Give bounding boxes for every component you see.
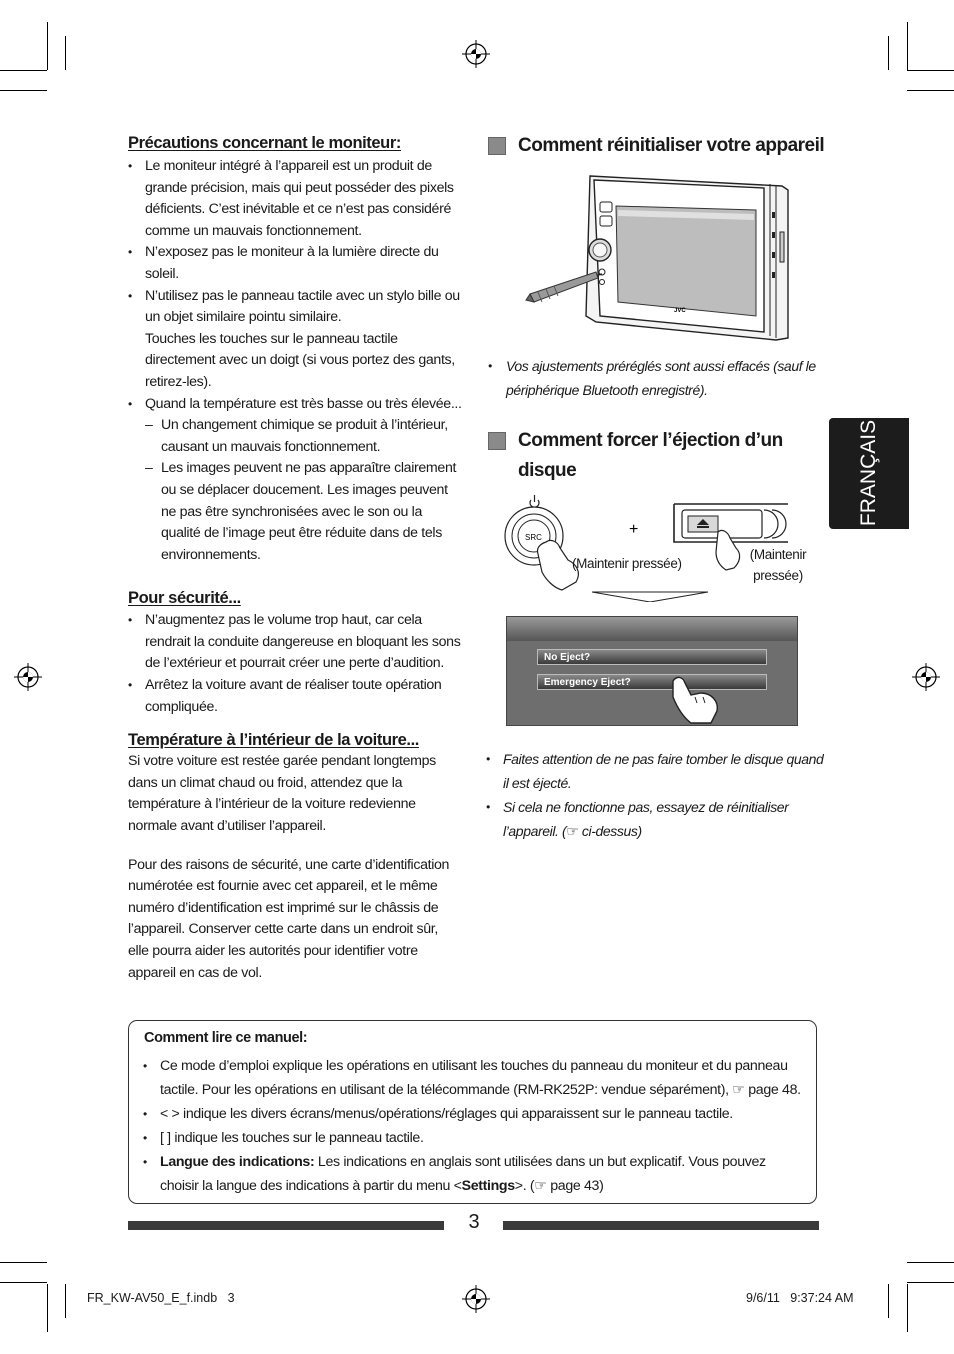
precautions-title: Précautions concernant le moniteur: (128, 134, 401, 152)
safety-list (128, 610, 462, 718)
page-bar-right (503, 1221, 819, 1230)
list-item: • Si cela ne fonctionne pas, essayez de réinitialiser l’appareil. (☞ ci-dessus) (486, 795, 824, 843)
temperature-paragraph: Si votre voiture est restée garée pendant longtemps dans un climat chaud ou froid, attendez que la température à l’intérieur de la voiture redevienne normale avant d’utiliser l’appareil. (128, 753, 436, 835)
eject-notes (486, 747, 824, 843)
list-item: • Quand la température est très basse ou très élevée... – Un changement chimique se produit à l’intérieur, causant un mauvais fonctionnement. – Les images peuvent ne pas apparaître clairement ou se déplacer doucement. Les images peuvent ne pas être synchronisées avec le son ou la qualité de l’image peut être réduite dans de tels environnements. (128, 394, 462, 567)
reset-title: Comment réinitialiser votre appareil (518, 135, 825, 156)
footer-date: 9/6/11 9:37:24 AM (746, 1291, 854, 1305)
power-icon (530, 495, 539, 507)
eject-screen (506, 616, 798, 726)
footer-file: FR_KW-AV50_E_f.indb 3 (87, 1291, 235, 1305)
head-unit-illustration (524, 172, 799, 344)
list-item: • Le moniteur intégré à l’appareil est un produit de grande précision, mais qui peut posséder des pixels déficients. C’est inévitable et ce n’est pas considéré comme un mauvais fonctionnement. (128, 156, 462, 242)
safety-title: Pour sécurité... (128, 589, 241, 608)
reset-notes (488, 354, 818, 402)
list-item: – Un changement chimique se produit à l’intérieur, causant un mauvais fonctionnement. (145, 415, 462, 458)
option-no-eject[interactable]: No Eject? (537, 649, 767, 665)
list-item: • Arrêtez la voiture avant de réaliser toute opération compliquée. (128, 675, 462, 718)
page-number: 3 (468, 1211, 480, 1233)
howto-title: Comment lire ce manuel: (144, 1030, 308, 1046)
finger-pointer-icon (667, 673, 723, 725)
screen-title-bar (507, 617, 797, 641)
left-column (128, 134, 462, 984)
howto-box (128, 1020, 817, 1204)
list-item: • [ ] indique les touches sur le panneau tactile. (143, 1126, 807, 1150)
section-marker-icon (488, 137, 506, 155)
registration-mark-icon (462, 40, 490, 68)
temperature-title: Température à l’intérieur de la voiture... (128, 731, 419, 750)
language-tab-label: FRANÇAIS (857, 419, 880, 527)
hold-label-left: (Maintenir pressée) (572, 556, 682, 571)
list-item: • Langue des indications: Les indications en anglais sont utilisées dans un but explicatif. Vous pouvez choisir la langue des indications à partir du menu <Settings>. (☞ page 43) (143, 1150, 807, 1198)
list-item: • Faites attention de ne pas faire tomber le disque quand il est éjecté. (486, 747, 824, 795)
hold-label-right: (Maintenir pressée) (749, 547, 807, 583)
eject-title: Comment forcer l’éjection d’un disque (518, 430, 783, 481)
plus-sign: + (629, 521, 639, 538)
list-item: • N’exposez pas le moniteur à la lumière directe du soleil. (128, 242, 462, 285)
registration-mark-icon (912, 663, 940, 691)
page-bar-left (128, 1221, 444, 1230)
src-label: SRC (525, 533, 542, 542)
sub-list (145, 415, 462, 566)
option-emergency-eject[interactable]: Emergency Eject? (537, 674, 767, 690)
list-item: • N’utilisez pas le panneau tactile avec un stylo bille ou un objet similaire pointu similaire. Touches les touches sur le panneau tactile directement avec un doigt (si vous portez des gants, retirez-les). (128, 286, 462, 394)
id-card-paragraph: Pour des raisons de sécurité, une carte d’identification numérotée est fournie avec cet appareil, et le même numéro d’identification est imprimé sur le châssis de l’appareil. Conserver cette carte dans un endroit sûr, elle pourra aider les autorités pour identifier votre appareil en cas de vol. (128, 856, 450, 981)
list-item: • Vos ajustements préréglés sont aussi effacés (sauf le périphérique Bluetooth enregistré). (488, 354, 818, 402)
registration-mark-icon (14, 663, 42, 691)
language-tab (829, 418, 909, 529)
list-item: – Les images peuvent ne pas apparaître clairement ou se déplacer doucement. Les images peuvent ne pas être synchronisées avec le son ou la qualité de l’image peut être réduite dans de tels environnements. (145, 458, 462, 566)
list-item: • N’augmentez pas le volume trop haut, car cela rendrait la conduite dangereuse en bloquant les sons de l’extérieur et pourrait créer une perte d’audition. (128, 610, 462, 675)
list-item: • < > indique les divers écrans/menus/opérations/réglages qui apparaissent sur le panneau tactile. (143, 1102, 807, 1126)
registration-mark-icon (462, 1285, 490, 1313)
howto-list (143, 1054, 807, 1198)
precautions-list (128, 156, 462, 566)
list-item: • Ce mode d’emploi explique les opérations en utilisant les touches du panneau du moniteur et du panneau tactile. Pour les opérations en utilisant de la télécommande (RM-RK252P: vendue séparément), ☞ page 48. (143, 1054, 807, 1102)
section-marker-icon (488, 432, 506, 450)
brand-logo: JVC (674, 308, 686, 314)
